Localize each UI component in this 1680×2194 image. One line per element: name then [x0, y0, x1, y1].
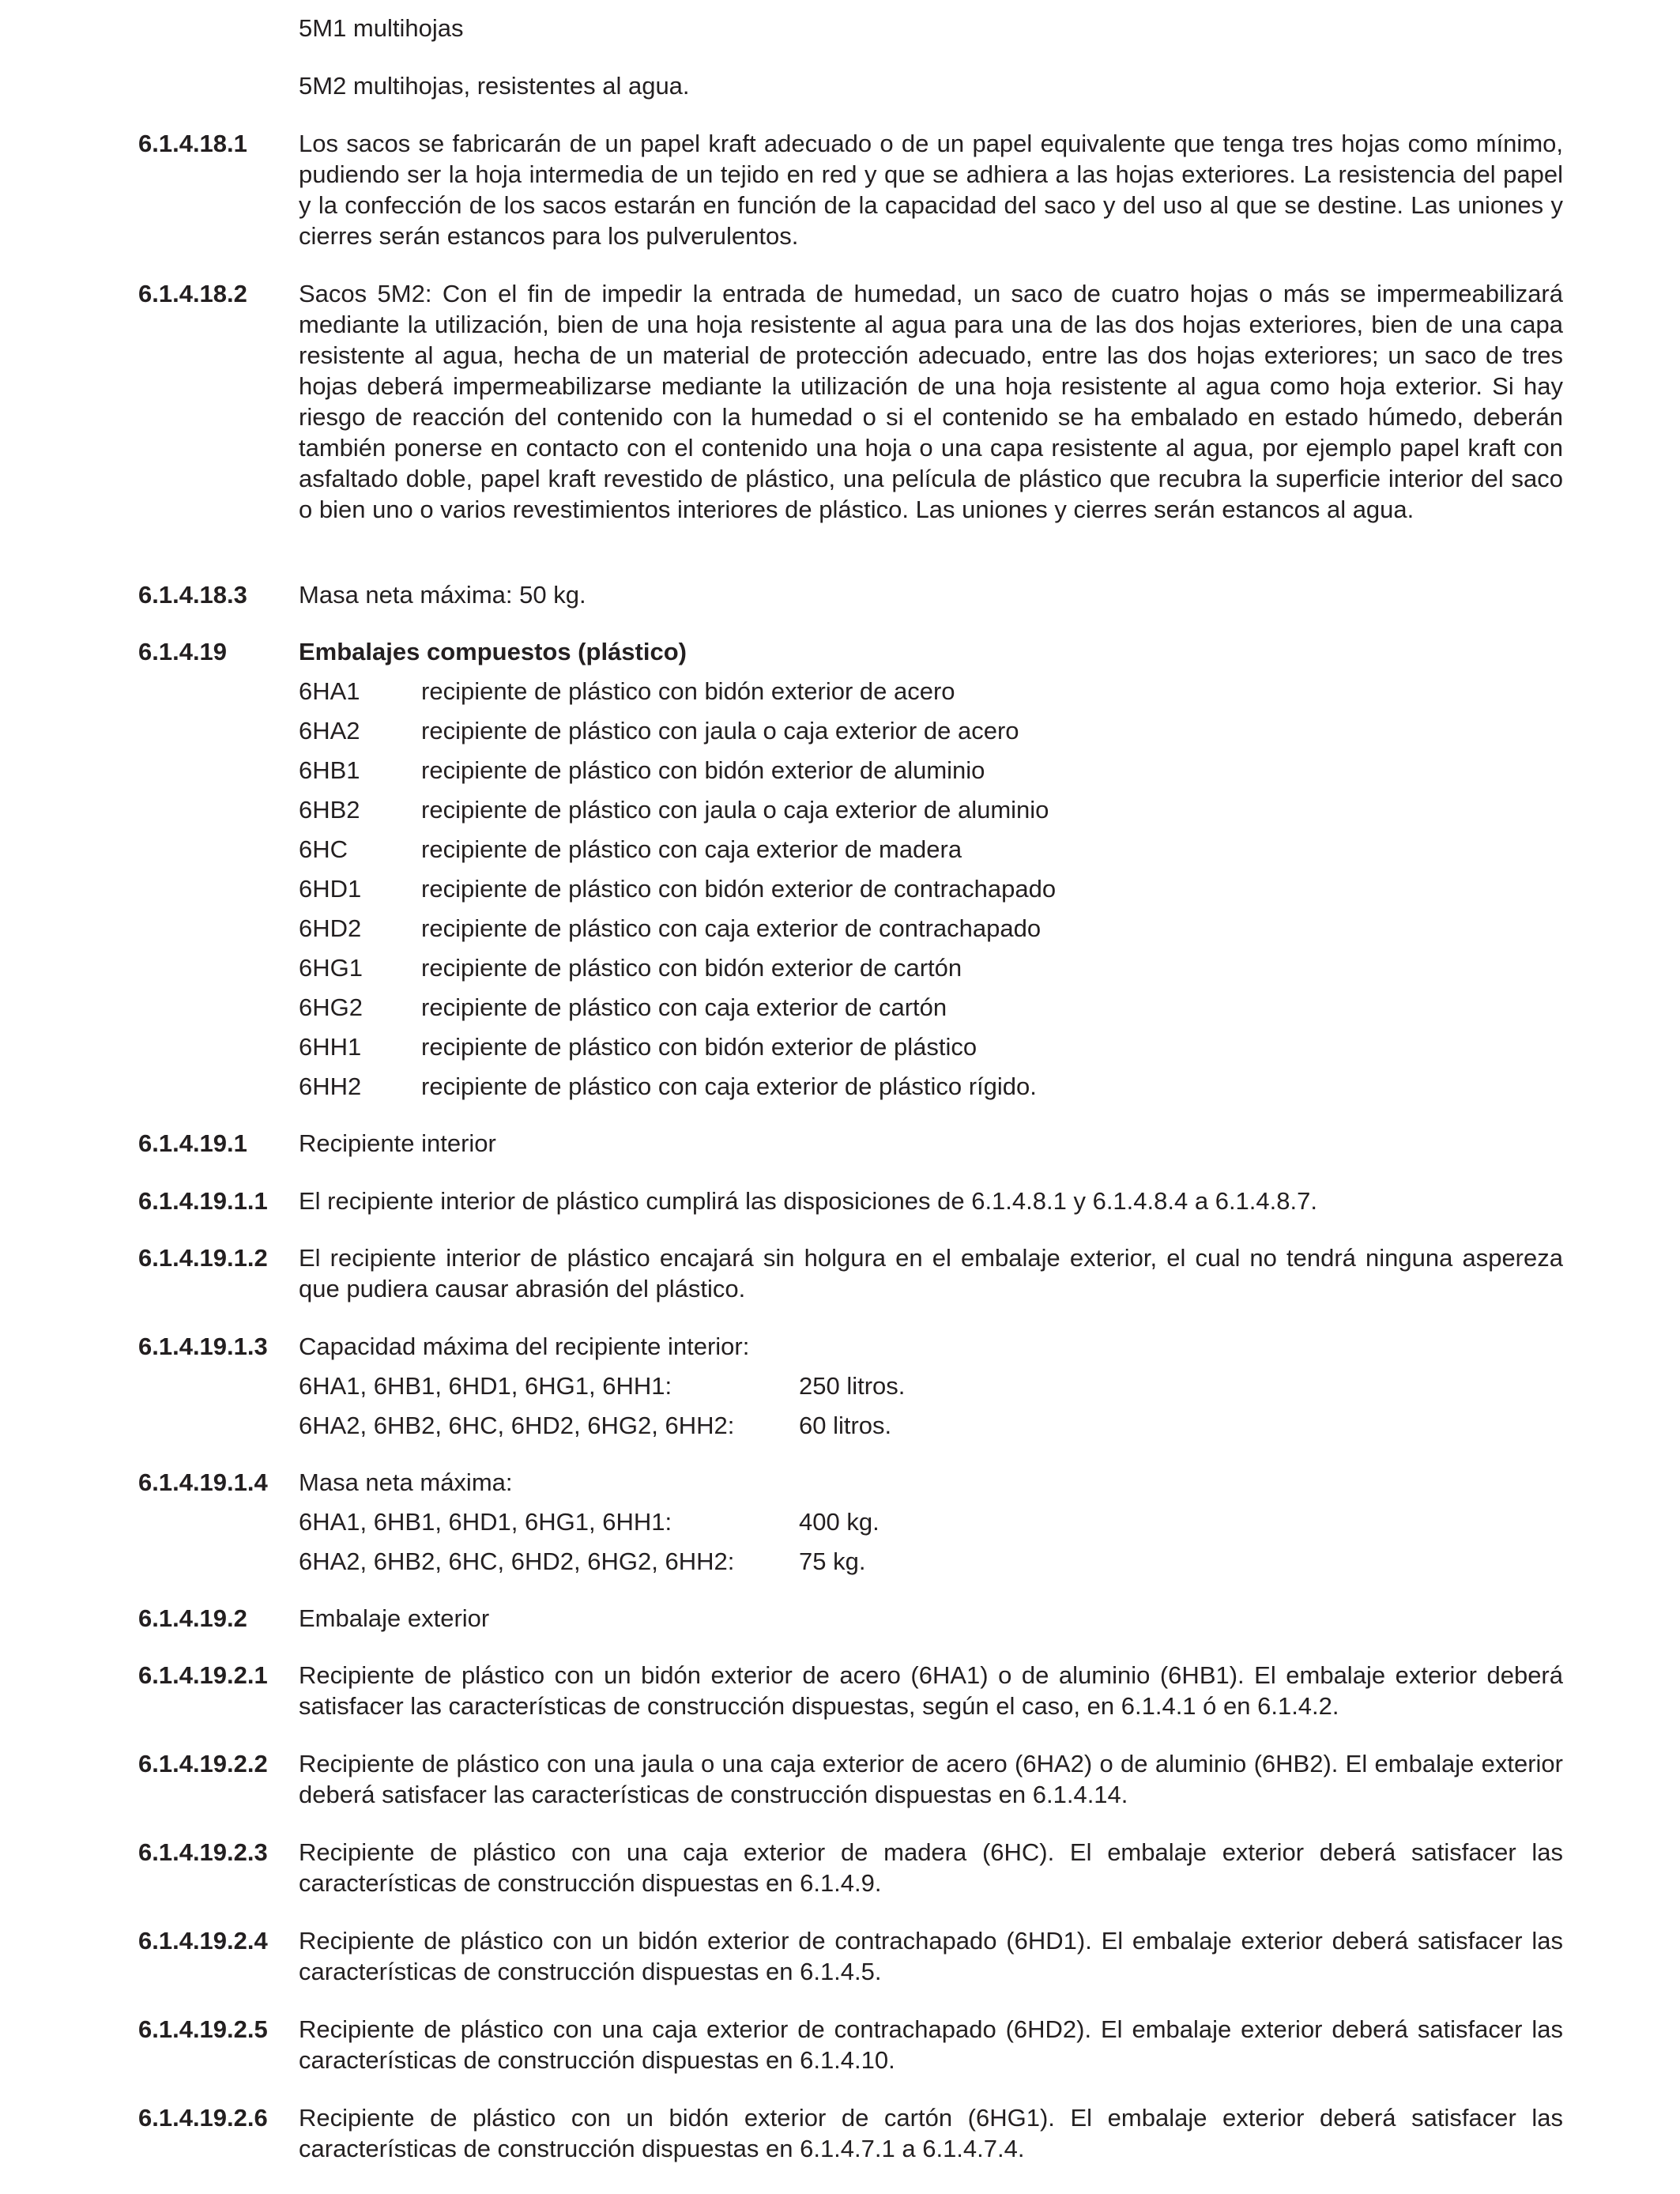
section-title: Embalajes compuestos (plástico)	[299, 638, 687, 665]
code-description: recipiente de plástico con bidón exterior de contrachapado	[421, 875, 1057, 903]
code-description: recipiente de plástico con caja exterior de plástico rígido.	[421, 1072, 1037, 1100]
section-text: Sacos 5M2: Con el fin de impedir la entrada de humedad, un saco de cuatro hojas o más se impermeabilizará mediante la utilización, bien de una hoja resistente al agua para una de las dos hojas exteriores, bien de una capa resistente al agua, hecha de un material de protección adecuado, entre las dos hojas exteriores; un saco de tres hojas deberá impermeabilizarse mediante la utilización de una hoja resistente al agua como hoja exterior. Si hay riesgo de reacción del contenido con la humedad o si el contenido se ha embalado en estado húmedo, deberán también ponerse en contacto con el contenido una hoja o una capa resistente al agua, por ejemplo papel kraft con asfaltado doble, papel kraft revestido de plástico, una película de plástico que recubra la superficie interior del saco o bien uno o varios revestimientos interiores de plástico. Las uniones y cierres serán estancos al agua.	[299, 280, 1563, 523]
code: 6HC	[299, 835, 348, 863]
section-text: Masa neta máxima: 50 kg.	[299, 581, 586, 609]
section-text: El recipiente interior de plástico cumplirá las disposiciones de 6.1.4.8.1 y 6.1.4.8.4 a 6.1.4.8.7.	[299, 1187, 1317, 1215]
section-number: 6.1.4.18.3	[138, 581, 247, 609]
section-text: Embalaje exterior	[299, 1604, 490, 1632]
mass-value: 75 kg.	[799, 1547, 866, 1575]
code: 6HB2	[299, 796, 360, 824]
section-text: Masa neta máxima:	[299, 1468, 513, 1496]
code-description: recipiente de plástico con jaula o caja exterior de acero	[421, 717, 1019, 745]
section-text: Recipiente de plástico con una caja exterior de madera (6HC). El embalaje exterior deberá satisfacer las características de construcción dispuestas en 6.1.4.9.	[299, 1838, 1563, 1897]
section-number: 6.1.4.19.1.3	[138, 1333, 268, 1360]
section-text: Recipiente de plástico con un bidón exterior de contrachapado (6HD1). El embalaje exterior deberá satisfacer las características de construcción dispuestas en 6.1.4.5.	[299, 1927, 1563, 1985]
mass-value: 400 kg.	[799, 1508, 880, 1536]
mass-codes: 6HA2, 6HB2, 6HC, 6HD2, 6HG2, 6HH2:	[299, 1547, 735, 1575]
section-text: Recipiente de plástico con una caja exterior de contrachapado (6HD2). El embalaje exterior deberá satisfacer las características de construcción dispuestas en 6.1.4.10.	[299, 2015, 1563, 2074]
code: 6HH2	[299, 1072, 362, 1100]
code-description: recipiente de plástico con caja exterior de contrachapado	[421, 914, 1042, 942]
section-text: El recipiente interior de plástico encajará sin holgura en el embalaje exterior, el cual no tendrá ninguna aspereza que pudiera causar abrasión del plástico.	[299, 1244, 1563, 1302]
intro-line: 5M2 multihojas, resistentes al agua.	[299, 72, 690, 100]
section-number: 6.1.4.19.2.1	[138, 1661, 268, 1689]
section-number: 6.1.4.19.1	[138, 1129, 247, 1157]
code-description: recipiente de plástico con caja exterior de madera	[421, 835, 962, 863]
code: 6HD1	[299, 875, 362, 903]
code: 6HG2	[299, 993, 363, 1021]
section-number: 6.1.4.19.2.3	[138, 1838, 268, 1866]
code-description: recipiente de plástico con jaula o caja exterior de aluminio	[421, 796, 1049, 824]
section-number: 6.1.4.19.2.6	[138, 2104, 268, 2132]
section-number: 6.1.4.18.2	[138, 280, 247, 307]
code-description: recipiente de plástico con bidón exterior de aluminio	[421, 756, 985, 784]
code: 6HH1	[299, 1033, 362, 1061]
section-number: 6.1.4.19.2.5	[138, 2015, 268, 2043]
capacity-codes: 6HA2, 6HB2, 6HC, 6HD2, 6HG2, 6HH2:	[299, 1412, 735, 1439]
code-description: recipiente de plástico con bidón exterior de acero	[421, 677, 955, 705]
code: 6HG1	[299, 954, 363, 982]
section-text: Los sacos se fabricarán de un papel kraft adecuado o de un papel equivalente que tenga tres hojas como mínimo, pudiendo ser la hoja intermedia de un tejido en red y que se adhiera a las hojas exteriores. La resistencia del papel y la confección de los sacos estarán en función de la capacidad del saco y del uso al que se destine. Las uniones y cierres serán estancos para los pulverulentos.	[299, 130, 1563, 250]
code-description: recipiente de plástico con caja exterior de cartón	[421, 993, 947, 1021]
section-text: Recipiente de plástico con una jaula o una caja exterior de acero (6HA2) o de aluminio (6HB2). El embalaje exterior deberá satisfacer las características de construcción dispuestas en 6.1.4.14.	[299, 1750, 1563, 1808]
section-number: 6.1.4.18.1	[138, 130, 247, 157]
section-number: 6.1.4.19.2	[138, 1604, 247, 1632]
code-description: recipiente de plástico con bidón exterior de cartón	[421, 954, 962, 982]
section-text: Recipiente de plástico con un bidón exterior de cartón (6HG1). El embalaje exterior deberá satisfacer las características de construcción dispuestas en 6.1.4.7.1 a 6.1.4.7.4.	[299, 2104, 1563, 2162]
section-number: 6.1.4.19.1.4	[138, 1468, 268, 1496]
capacity-value: 250 litros.	[799, 1372, 906, 1400]
mass-codes: 6HA1, 6HB1, 6HD1, 6HG1, 6HH1:	[299, 1508, 672, 1536]
code: 6HA2	[299, 717, 360, 745]
section-number: 6.1.4.19.1.1	[138, 1187, 268, 1215]
capacity-codes: 6HA1, 6HB1, 6HD1, 6HG1, 6HH1:	[299, 1372, 672, 1400]
section-text: Recipiente de plástico con un bidón exterior de acero (6HA1) o de aluminio (6HB1). El embalaje exterior deberá satisfacer las características de construcción dispuestas, según el caso, en 6.1.4.1 ó en 6.1.4.2.	[299, 1661, 1563, 1720]
section-number: 6.1.4.19.1.2	[138, 1244, 268, 1272]
section-text: Recipiente interior	[299, 1129, 496, 1157]
section-number: 6.1.4.19.2.4	[138, 1927, 268, 1955]
code: 6HD2	[299, 914, 362, 942]
code-description: recipiente de plástico con bidón exterior de plástico	[421, 1033, 977, 1061]
code: 6HA1	[299, 677, 360, 705]
section-text: Capacidad máxima del recipiente interior:	[299, 1333, 750, 1360]
code: 6HB1	[299, 756, 360, 784]
section-number: 6.1.4.19	[138, 638, 228, 665]
intro-line: 5M1 multihojas	[299, 14, 464, 42]
section-number: 6.1.4.19.2.2	[138, 1750, 268, 1777]
capacity-value: 60 litros.	[799, 1412, 892, 1439]
